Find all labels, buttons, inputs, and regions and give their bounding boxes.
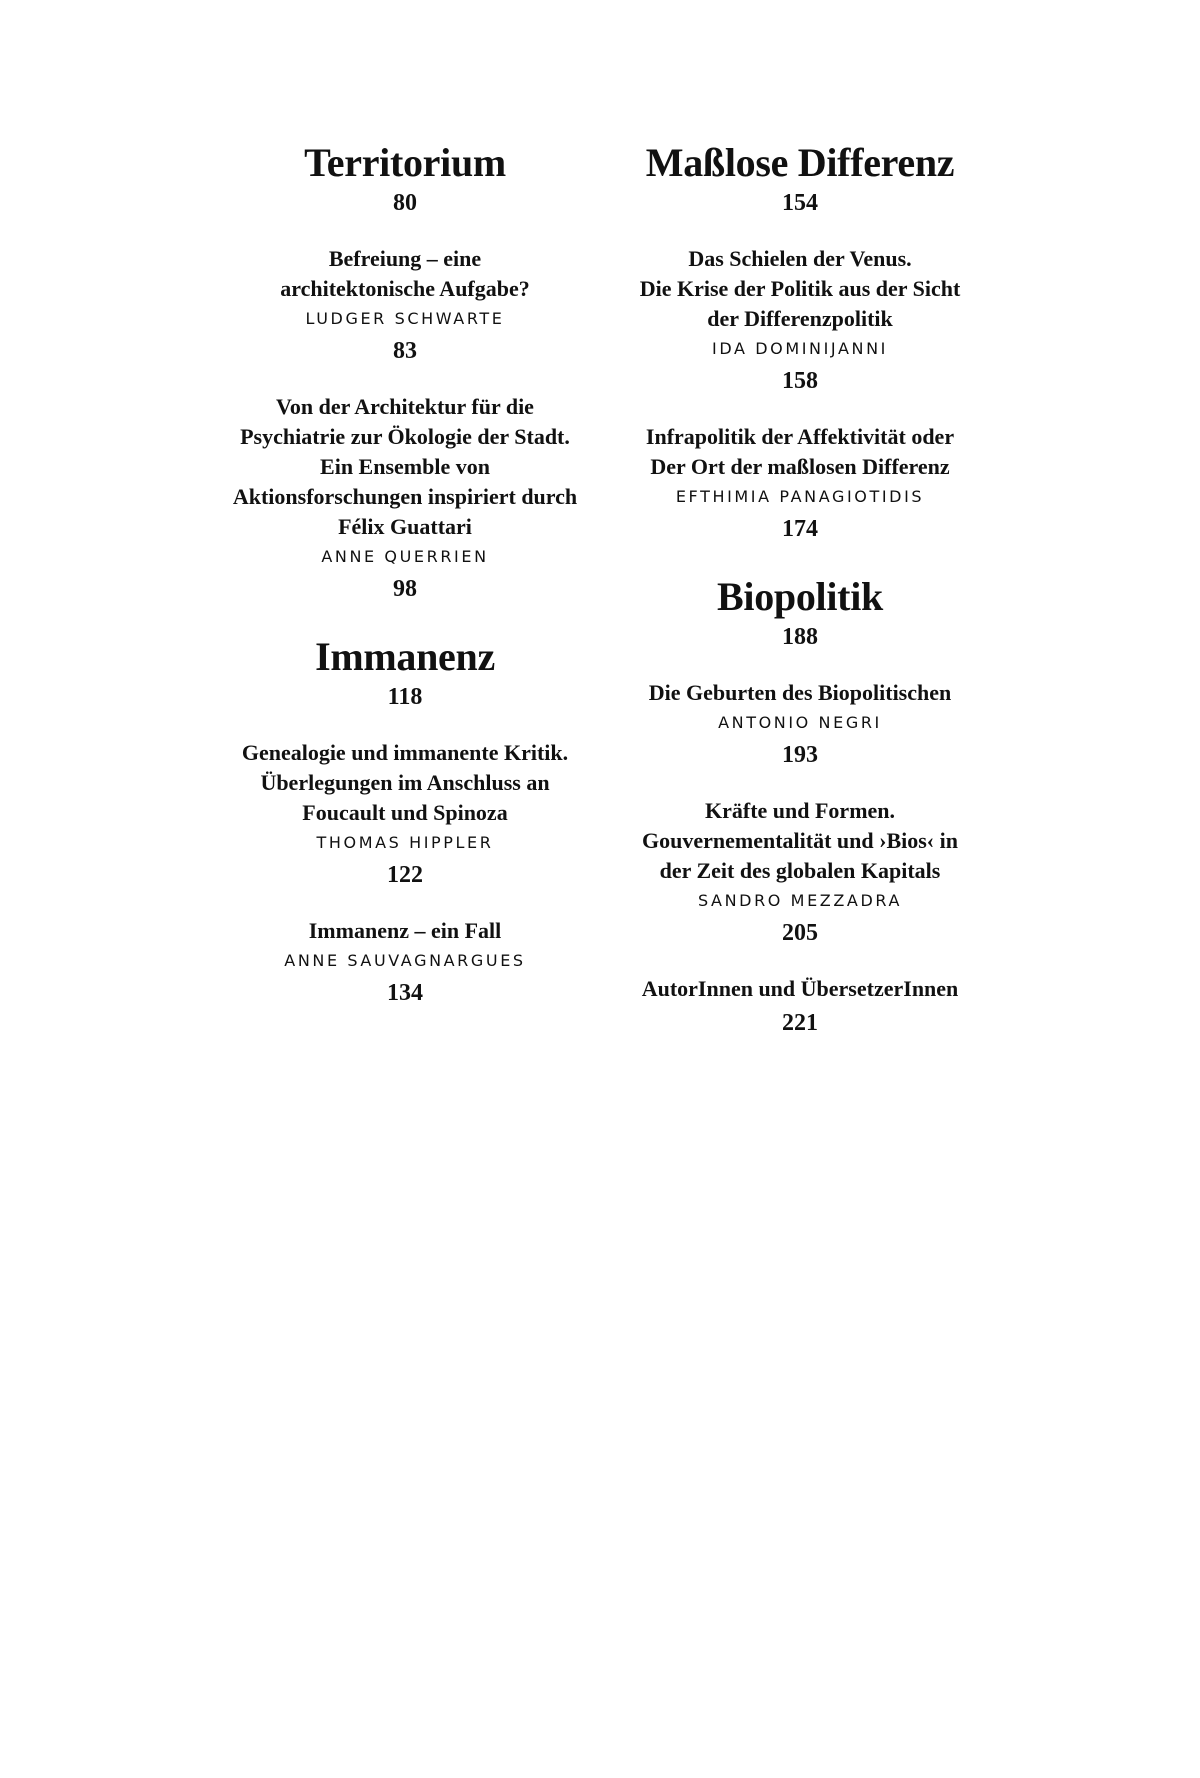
entry-title: Immanenz – ein Fall xyxy=(308,918,502,943)
toc-entry[interactable] xyxy=(205,392,605,604)
entry-author: IDA DOMINIJANNI xyxy=(712,339,888,358)
entry-author: ANNE SAUVAGNARGUES xyxy=(284,951,526,970)
toc-right-column xyxy=(600,140,1000,1038)
section-title: Maßlose Differenz xyxy=(645,140,955,185)
entry-title: Befreiung – eine architektonische Aufgabe? xyxy=(280,246,530,301)
entry-page-number: 83 xyxy=(393,338,417,364)
toc-entry[interactable] xyxy=(600,974,1000,1038)
entry-page-number: 122 xyxy=(387,862,423,888)
toc-entry[interactable] xyxy=(600,422,1000,544)
entry-author: EFTHIMIA PANAGIOTIDIS xyxy=(675,487,925,506)
toc-section-biopolitik xyxy=(600,574,1000,1038)
section-title: Immanenz xyxy=(315,634,495,679)
toc-entry[interactable] xyxy=(600,244,1000,396)
entry-title: Das Schielen der Venus. Die Krise der Politik aus der Sicht der Differenzpolitik xyxy=(639,246,961,331)
section-title: Biopolitik xyxy=(717,574,883,619)
entry-page-number: 205 xyxy=(782,920,818,946)
section-page-number: 188 xyxy=(782,624,818,650)
entry-title: Von der Architektur für die Psychiatrie zur Ökologie der Stadt. Ein Ensemble von Aktionsforschungen inspiriert durch Félix Guattari xyxy=(232,394,578,539)
entry-author: ANTONIO NEGRI xyxy=(718,713,882,732)
toc-entry[interactable] xyxy=(600,796,1000,948)
toc-left-column xyxy=(205,140,605,1008)
entry-author: SANDRO MEZZADRA xyxy=(698,891,902,910)
entry-author: ANNE QUERRIEN xyxy=(321,547,489,566)
entry-page-number: 98 xyxy=(393,576,417,602)
toc-section-immanenz xyxy=(205,634,605,1008)
entry-title: AutorInnen und ÜbersetzerInnen xyxy=(641,976,959,1001)
entry-page-number: 158 xyxy=(782,368,818,394)
entry-title: Kräfte und Formen. Gouvernementalität und ›Bios‹ in der Zeit des globalen Kapitals xyxy=(642,798,958,883)
entry-title: Genealogie und immanente Kritik. Überlegungen im Anschluss an Foucault und Spinoza xyxy=(241,740,569,825)
entry-title: Die Geburten des Biopolitischen xyxy=(648,680,952,705)
toc-section-territorium xyxy=(205,140,605,604)
toc-section-masslose-differenz xyxy=(600,140,1000,544)
toc-entry[interactable] xyxy=(205,738,605,890)
section-page-number: 154 xyxy=(782,190,818,216)
section-page-number: 118 xyxy=(387,684,423,710)
toc-entry[interactable] xyxy=(205,916,605,1008)
entry-page-number: 134 xyxy=(387,980,423,1006)
entry-page-number: 193 xyxy=(782,742,818,768)
entry-author: LUDGER SCHWARTE xyxy=(305,309,505,328)
entry-author: THOMAS HIPPLER xyxy=(316,833,494,852)
entry-title: Infrapolitik der Affektivität oder Der Ort der maßlosen Differenz xyxy=(645,424,955,479)
section-title: Territorium xyxy=(304,140,506,185)
toc-entry[interactable] xyxy=(600,678,1000,770)
toc-entry[interactable] xyxy=(205,244,605,366)
section-page-number: 80 xyxy=(393,190,417,216)
entry-page-number: 174 xyxy=(782,516,818,542)
entry-page-number: 221 xyxy=(782,1010,818,1036)
